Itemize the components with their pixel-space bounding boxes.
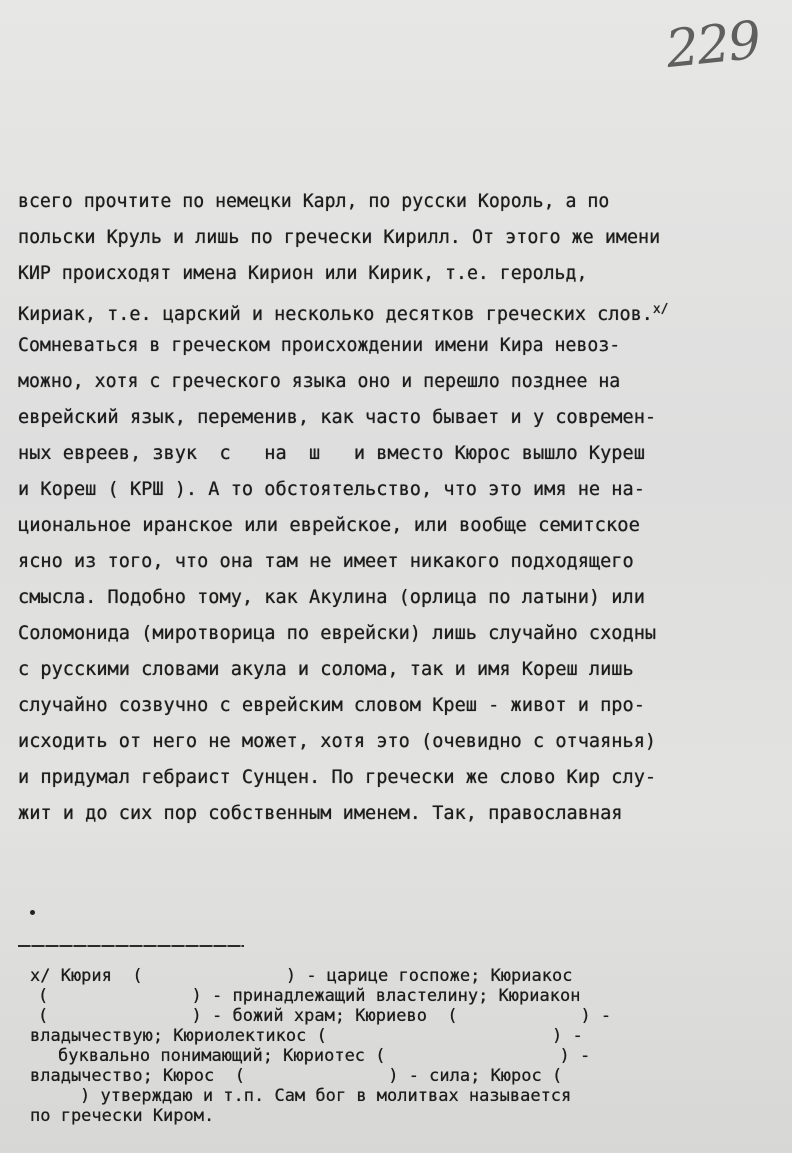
text-line: еврейский язык, переменив, как часто бывает и у современ- bbox=[18, 407, 657, 428]
text-line: ных евреев, звук с на ш и вместо Кюрос вышло Куреш bbox=[18, 443, 645, 464]
footnote-line: по гречески Киром. bbox=[30, 1106, 215, 1126]
footnote-marker: х/ bbox=[652, 302, 669, 317]
footnote-line: ( ) - божий храм; Кюриево ( ) - bbox=[38, 1006, 612, 1026]
footnote-line: владычество; Кюрос ( ) - сила; Кюрос ( bbox=[30, 1066, 563, 1086]
footnote-line: владычествую; Кюриолектикос ( ) - bbox=[30, 1026, 583, 1046]
text-line: исходить от него не может, хотя это (очевидно с отчаянья) bbox=[18, 731, 657, 752]
text-line: Сомневаться в греческом происхождении имени Кира невоз- bbox=[18, 335, 621, 356]
text-line: КИР происходят имена Кирион или Кирик, т.е. герольд, bbox=[18, 263, 588, 284]
text-line: можно, хотя с греческого языка оно и перешло позднее на bbox=[18, 371, 621, 392]
footnote-line: х/ Кюрия ( ) - царице госпоже; Кюриакос bbox=[30, 966, 573, 986]
footnote-line: буквально понимающий; Кюриотес ( ) - bbox=[58, 1046, 591, 1066]
ink-dot bbox=[30, 910, 35, 915]
text-line: смысла. Подобно тому, как Акулина (орлица по латыни) или bbox=[18, 587, 645, 608]
text-line: всего прочтите по немецки Карл, по русски Король, а по bbox=[18, 191, 610, 212]
text-line: жит и до сих пор собственным именем. Так, православная bbox=[18, 803, 623, 824]
page-number: 229 bbox=[663, 10, 763, 81]
text-line: случайно созвучно с еврейским словом Креш - живот и про- bbox=[18, 695, 645, 716]
text-line: и Кореш ( КРШ ). А то обстоятельство, что это имя не на- bbox=[18, 479, 645, 500]
text-line: ясно из того, что она там не имеет никакого подходящего bbox=[18, 551, 634, 572]
text-line: циональное иранское или еврейское, или вообще семитское bbox=[18, 515, 640, 536]
footnotes-block bbox=[30, 966, 780, 1126]
text-line: и придумал гебраист Сунцен. По гречески же слово Кир слу- bbox=[18, 767, 657, 788]
footnote-line: ( ) - принадлежащий властелину; Кюриакон bbox=[38, 986, 581, 1006]
text-line: Кириак, т.е. царский и несколько десятков греческих слов. bbox=[18, 304, 653, 326]
text-line-with-footnote-marker bbox=[18, 292, 792, 328]
text-line: Соломонида (миротворица по еврейски) лишь случайно сходны bbox=[18, 623, 657, 644]
footnote-separator-line bbox=[18, 945, 244, 947]
main-text-block bbox=[18, 184, 792, 832]
text-line: польски Круль и лишь по гречески Кирилл. От этого же имени bbox=[18, 227, 661, 248]
text-line: с русскими словами акула и солома, так и имя Кореш лишь bbox=[18, 659, 634, 680]
footnote-line: ) утверждаю и т.п. Сам бог в молитвах называется bbox=[80, 1086, 572, 1106]
